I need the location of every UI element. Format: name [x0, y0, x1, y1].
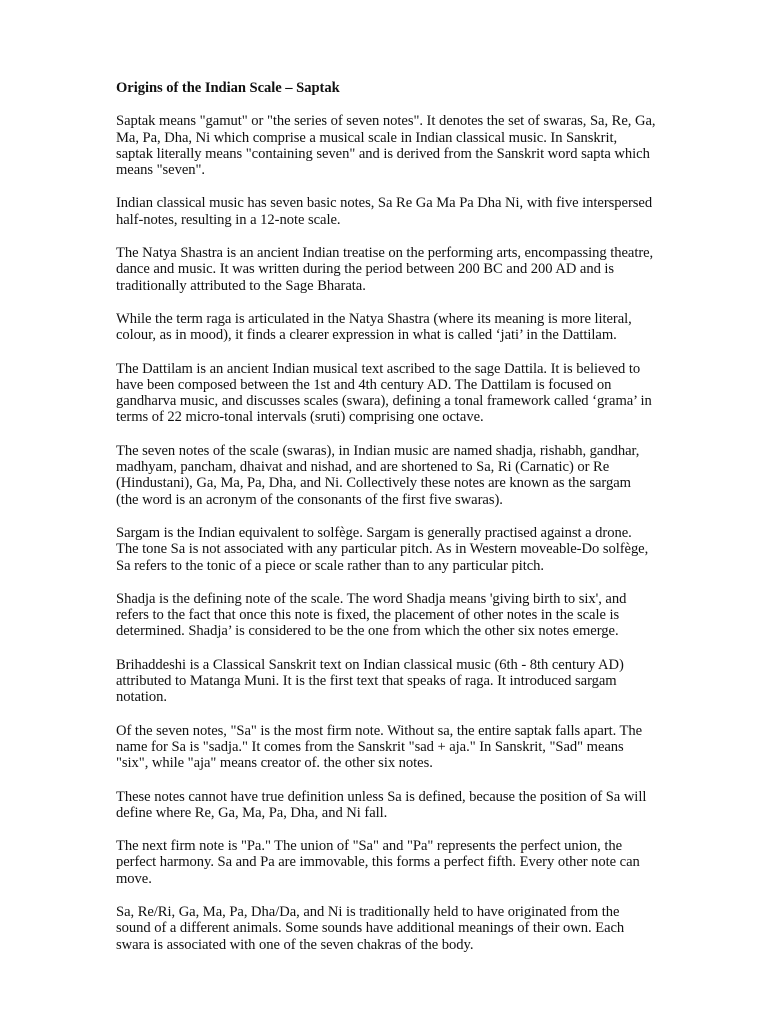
document-page — [116, 80, 656, 970]
paragraph-sa-definition: These notes cannot have true definition unless Sa is defined, because the position of Sa will define where Re, Ga, Ma, Pa, Dha, and Ni fall. — [116, 788, 647, 821]
paragraph-animal-origins: Sa, Re/Ri, Ga, Ma, Pa, Dha/Da, and Ni is traditionally held to have originated from the sound of a different animals. Some sounds have additional meanings of their own. Each swara is associated with one of the seven chakras of the body. — [116, 903, 625, 953]
paragraph-pa-firm-note: The next firm note is "Pa." The union of "Sa" and "Pa" represents the perfect union, the perfect harmony. Sa and Pa are immovable, this forms a perfect fifth. Every other note can move. — [116, 838, 640, 887]
paragraph-swara-names: The seven notes of the scale (swaras), in Indian music are named shadja, rishabh, gandhar, madhyam, pancham, dhaivat and nishad, and are shortened to Sa, Ri (Carnatic) or Re (Hindustani), Ga, Ma, Pa, Dha, and Ni. Collectively these notes are known as the sargam (the word is an acronym of the consonants of the first five swaras). — [116, 442, 640, 508]
paragraph-raga-jati: While the term raga is articulated in the Natya Shastra (where its meaning is more literal, colour, as in mood), it finds a clearer expression in what is called ‘jati’ in the Dattilam. — [116, 310, 632, 344]
paragraph-dattilam: The Dattilam is an ancient Indian musical text ascribed to the sage Dattila. It is believed to have been composed between the 1st and 4th century AD. The Dattilam is focused on gandharva music, and discusses scales (swara), defining a tonal framework called ‘grama’ in terms of 22 micro-tonal intervals (sruti) comprising one octave. — [116, 360, 652, 426]
paragraph-saptak-meaning: Saptak means "gamut" or "the series of seven notes". It denotes the set of swaras, Sa, Re, Ga, Ma, Pa, Dha, Ni which comprise a musical scale in Indian classical music. In Sanskrit, saptak literally means "containing seven" and is derived from the Sanskrit word sapta which means "seven". — [116, 113, 656, 179]
document-title: Origins of the Indian Scale – Saptak — [116, 80, 340, 96]
paragraph-sargam-solfege: Sargam is the Indian equivalent to solfège. Sargam is generally practised against a drone. The tone Sa is not associated with any particular pitch. As in Western moveable-Do solfège, Sa refers to the tonic of a piece or scale rather than to any particular pitch. — [116, 524, 649, 574]
paragraph-seven-basic-notes: Indian classical music has seven basic notes, Sa Re Ga Ma Pa Dha Ni, with five interspersed half-notes, resulting in a 12-note scale. — [116, 195, 653, 228]
paragraph-natya-shastra: The Natya Shastra is an ancient Indian treatise on the performing arts, encompassing theatre, dance and music. It was written during the period between 200 BC and 200 AD and is traditionally attributed to the Sage Bharata. — [116, 245, 654, 294]
paragraph-sa-firm-note: Of the seven notes, "Sa" is the most firm note. Without sa, the entire saptak falls apart. The name for Sa is "sadja." It comes from the Sanskrit "sad + aja." In Sanskrit, "Sad" means "six", while "aja" means creator of. the other six notes. — [116, 722, 643, 772]
paragraph-shadja: Shadja is the defining note of the scale. The word Shadja means 'giving birth to six', and refers to the fact that once this note is fixed, the placement of other notes in the scale is determined. Shadja’ is considered to be the one from which the other six notes emerge. — [116, 590, 627, 640]
paragraph-brihaddeshi: Brihaddeshi is a Classical Sanskrit text on Indian classical music (6th - 8th century AD) attributed to Matanga Muni. It is the first text that speaks of raga. It introduced sargam notation. — [116, 656, 624, 706]
